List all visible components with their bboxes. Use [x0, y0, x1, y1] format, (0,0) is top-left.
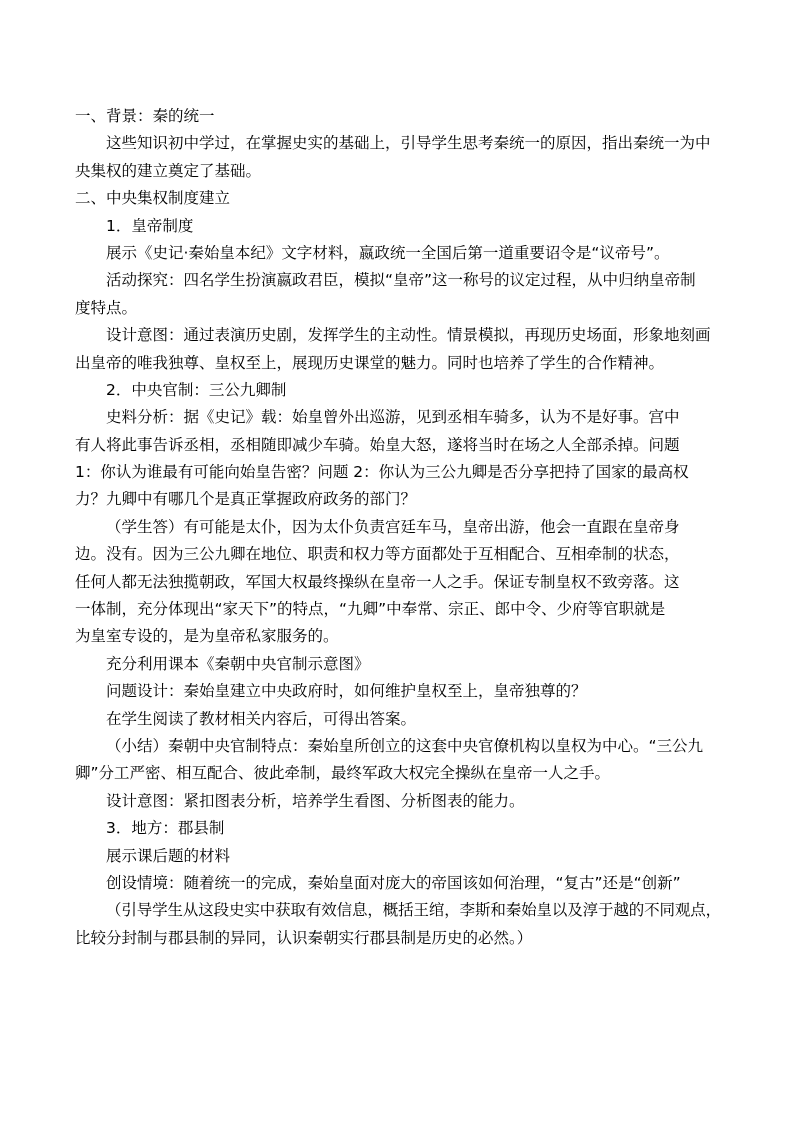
text-line: 2．中央官制：三公九卿制: [106, 380, 287, 399]
text-line: 3．地方：郡县制: [106, 819, 225, 838]
text-line: 卿”分工严密、相互配合、彼此牵制，最终军政大权完全操纵在皇帝一人之手。: [75, 764, 611, 783]
text-line: 边。没有。因为三公九卿在地位、职责和权力等方面都处于互相配合、互相牵制的状态，: [75, 545, 680, 564]
text-line: 一体制，充分体现出“家天下”的特点，“九卿”中奉常、宗正、郎中令、少府等官职就是: [75, 600, 666, 619]
text-line: 活动探究：四名学生扮演嬴政君臣，模拟“皇帝”这一称号的议定过程，从中归纳皇帝制: [106, 271, 696, 290]
text-line: 在学生阅读了教材相关内容后，可得出答案。: [106, 709, 417, 728]
text-line: 力？九卿中有哪几个是真正掌握政府政务的部门？: [75, 490, 417, 509]
text-line: 一、背景：秦的统一: [75, 107, 215, 125]
text-line: 有人将此事告诉丞相，丞相随即减少车骑。始皇大怒，遂将当时在场之人全部杀掉。问题: [75, 435, 680, 454]
text-line: 设计意图：通过表演历史剧，发挥学生的主动性。情景模拟，再现历史场面，形象地刻画: [106, 326, 711, 345]
text-line: 央集权的建立奠定了基础。: [75, 161, 262, 180]
text-line: （引导学生从这段史实中获取有效信息，概括王绾，李斯和秦始皇以及淳于越的不同观点，: [106, 901, 722, 920]
text-line: 这些知识初中学过，在掌握史实的基础上，引导学生思考秦统一的原因，指出秦统一为中: [106, 134, 711, 153]
text-line: 展示《史记·秦始皇本纪》文字材料，嬴政统一全国后第一道重要诏令是“议帝号”。: [106, 243, 670, 262]
text-line: 1：你认为谁最有可能向始皇告密？问题 2：你认为三公九卿是否分享把持了国家的最高权: [75, 463, 689, 482]
text-line: 展示课后题的材料: [106, 846, 231, 865]
text-line: 出皇帝的唯我独尊、皇权至上，展现历史课堂的魅力。同时也培养了学生的合作精神。: [75, 353, 665, 372]
text-line: 任何人都无法独揽朝政，军国大权最终操纵在皇帝一人之手。保证专制皇权不致旁落。这: [75, 572, 680, 591]
text-line: 为皇室专设的，是为皇帝私家服务的。: [75, 627, 339, 646]
text-line: 设计意图：紧扣图表分析，培养学生看图、分析图表的能力。: [106, 791, 525, 810]
text-line: 二、中央集权制度建立: [75, 189, 231, 208]
document-body: [75, 103, 721, 952]
text-line: 1．皇帝制度: [106, 216, 194, 235]
text-line: 史料分析：据《史记》载：始皇曾外出巡游，见到丞相车骑多，认为不是好事。宫中: [106, 408, 680, 427]
text-line: 问题设计：秦始皇建立中央政府时，如何维护皇权至上，皇帝独尊的？: [106, 682, 587, 701]
text-line: （学生答）有可能是太仆，因为太仆负责宫廷车马，皇帝出游，他会一直跟在皇帝身: [106, 517, 680, 536]
text-line: 充分利用课本《秦朝中央官制示意图》: [106, 654, 370, 673]
text-line: （小结）秦朝中央官制特点：秦始皇所创立的这套中央官僚机构以皇权为中心。“三公九: [106, 736, 704, 755]
text-line: 度特点。: [75, 298, 138, 317]
text-line: 创设情境：随着统一的完成，秦始皇面对庞大的帝国该如何治理，“复古”还是“创新”: [106, 873, 681, 892]
text-line: 比较分封制与郡县制的异同，认识秦朝实行郡县制是历史的必然。）: [75, 928, 533, 947]
